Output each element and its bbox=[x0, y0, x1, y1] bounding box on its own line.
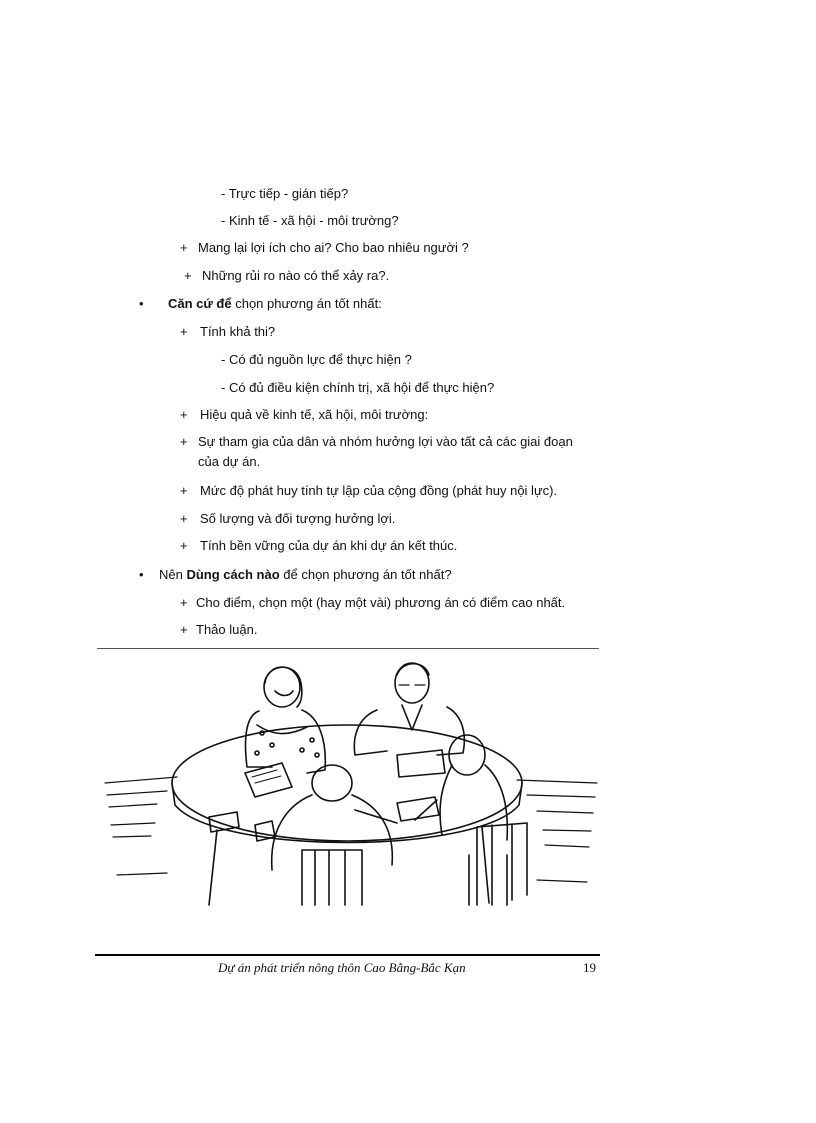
list-item-text: Mang lại lợi ích cho ai? Cho bao nhiêu người ? bbox=[198, 240, 469, 255]
bold-text: Dùng cách nào bbox=[186, 567, 280, 582]
list-item bbox=[184, 268, 389, 284]
plus-marker: + bbox=[180, 538, 188, 553]
list-item-text: Những rủi ro nào có thể xảy ra?. bbox=[202, 268, 390, 283]
text-line: của dự án. bbox=[198, 454, 261, 469]
bullet-item bbox=[139, 567, 452, 583]
text-line: - Có đủ điều kiện chính trị, xã hội để thực hiện? bbox=[221, 380, 495, 395]
list-item bbox=[180, 240, 469, 256]
plus-marker: + bbox=[184, 268, 192, 283]
text-line: - Kinh tế - xã hội - môi trường? bbox=[221, 213, 399, 228]
page-number: 19 bbox=[583, 960, 596, 975]
plus-marker: + bbox=[180, 407, 188, 422]
plus-marker: + bbox=[180, 595, 188, 610]
list-item-text: Tính bền vững của dự án khi dự án kết thúc. bbox=[200, 538, 458, 553]
plus-marker: + bbox=[180, 240, 188, 255]
bullet-item bbox=[139, 296, 382, 312]
plus-marker: + bbox=[180, 483, 188, 498]
bullet-text: Nên bbox=[159, 567, 187, 582]
list-item bbox=[180, 595, 565, 611]
meeting-illustration bbox=[97, 655, 600, 925]
bullet-text: để chọn phương án tốt nhất? bbox=[279, 567, 452, 582]
list-item bbox=[180, 483, 557, 499]
list-item-text: Hiệu quả về kinh tế, xã hội, môi trường: bbox=[200, 407, 429, 422]
plus-marker: + bbox=[180, 324, 188, 339]
footer-title: Dự án phát triển nông thôn Cao Bằng-Bắc Kạn bbox=[218, 960, 466, 975]
list-item bbox=[180, 511, 395, 527]
divider bbox=[97, 648, 599, 649]
list-item-text: Mức độ phát huy tính tự lập của cộng đồng (phát huy nội lực). bbox=[200, 483, 558, 498]
footer-rule bbox=[95, 954, 600, 956]
plus-marker: + bbox=[180, 434, 188, 449]
bullet-marker: • bbox=[139, 296, 144, 311]
list-item bbox=[180, 434, 573, 450]
bullet-marker: • bbox=[139, 567, 144, 582]
list-item-text: Sự tham gia của dân và nhóm hưởng lợi vào tất cả các giai đoạn bbox=[198, 434, 573, 449]
bullet-text: chọn phương án tốt nhất: bbox=[231, 296, 382, 311]
list-item-text: Thảo luận. bbox=[196, 622, 258, 637]
list-item bbox=[180, 538, 457, 554]
text-line: - Trực tiếp - gián tiếp? bbox=[221, 186, 349, 201]
list-item bbox=[180, 324, 275, 340]
list-item-text: Cho điểm, chọn một (hay một vài) phương án có điểm cao nhất. bbox=[196, 595, 566, 610]
plus-marker: + bbox=[180, 622, 188, 637]
text-line: - Có đủ nguồn lực để thực hiện ? bbox=[221, 352, 412, 367]
plus-marker: + bbox=[180, 511, 188, 526]
list-item bbox=[180, 622, 257, 638]
bold-text: Căn cứ để bbox=[168, 296, 232, 311]
list-item-text: Tính khả thi? bbox=[200, 324, 276, 339]
list-item bbox=[180, 407, 428, 423]
list-item-text: Số lượng và đối tượng hưởng lợi. bbox=[200, 511, 396, 526]
